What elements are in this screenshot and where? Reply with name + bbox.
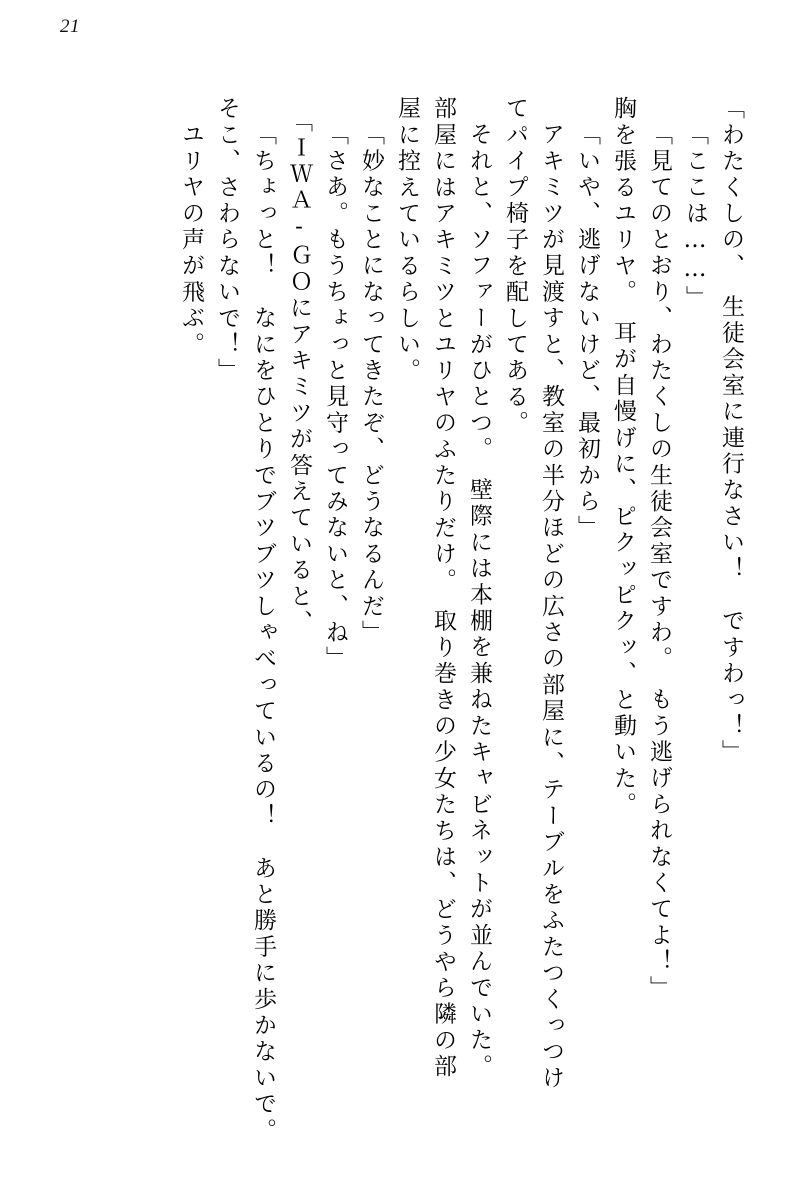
- page-number: 21: [60, 16, 80, 37]
- text-column: 「わたくしの、 生徒会室に連行なさい！ ですわっ！」: [718, 96, 744, 766]
- text-column: 「ＩＷＡ‐ＧＯにアキミツが答えていると、: [286, 109, 312, 636]
- text-column: 「ちょっと！ なにをひとりでブツブツしゃべっているの！ あと勝手に歩かないで。: [250, 122, 276, 1144]
- text-column: そこ、さわらないで！」: [214, 96, 240, 385]
- text-column: 「ここは……」: [682, 122, 708, 312]
- text-column: 「妙なことになってきたぞ、どうなるんだ」: [358, 122, 384, 646]
- text-column: 「見てのとおり、わたくしの生徒会室ですわ。 もう逃げられなくてよ！」: [646, 122, 672, 1002]
- text-column: 胸を張るユリヤ。 耳が自慢げに、ピクッピクッ、と動いた。: [610, 96, 636, 819]
- text-column: アキミツが見渡すと、教室の半分ほどの広さの部屋に、テーブルをふたつくっつけ: [538, 122, 564, 1092]
- text-column: 部屋にはアキミツとユリヤのふたりだけ。 取り巻きの少女たちは、どうやら隣の部: [430, 96, 456, 1081]
- text-column: それと、ソファーがひとつ。 壁際には本棚を兼ねたキャビネットが並んでいた。: [466, 122, 492, 1080]
- text-column: 屋に控えているらしい。: [394, 96, 420, 385]
- text-column: ユリヤの声が飛ぶ。: [178, 122, 204, 358]
- text-column: てパイプ椅子を配してある。: [502, 96, 528, 437]
- text-column: 「さあ。もうちょっと見守ってみないと、ね」: [322, 122, 348, 673]
- text-column: 「いや、逃げないけど、最初から」: [574, 122, 600, 542]
- vertical-text-body: [102, 96, 742, 1156]
